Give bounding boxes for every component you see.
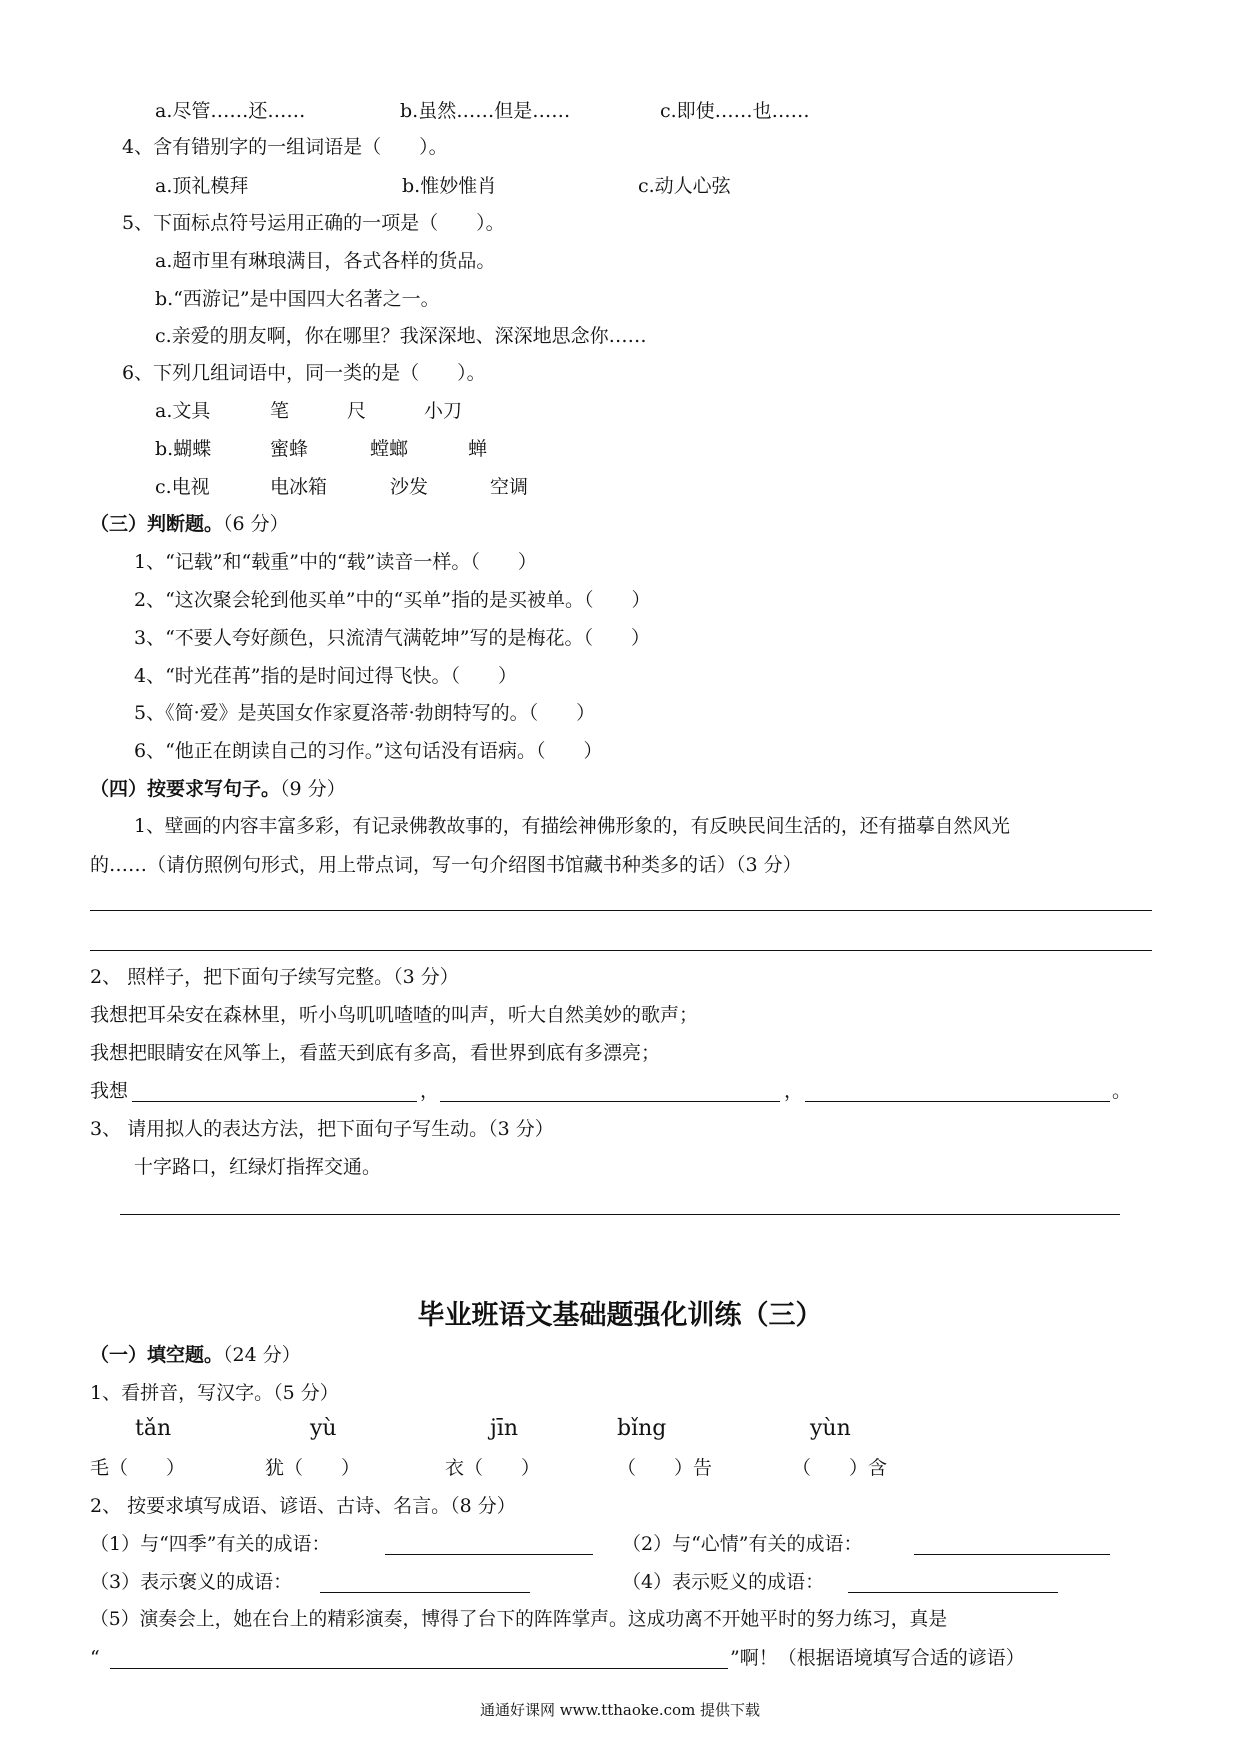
idiom-prompt-5-tail: ”啊！（根据语境填写合适的谚语） <box>730 1647 1025 1669</box>
fill-blank[interactable] <box>132 1101 417 1102</box>
answer-line[interactable] <box>90 910 1152 911</box>
q6-row-b-word: 螳螂 <box>370 438 409 460</box>
fill-blank[interactable] <box>805 1101 1110 1102</box>
q5-stem: 5、下面标点符号运用正确的一项是（ ）。 <box>122 212 505 234</box>
q6-row-b-label: b.蝴蝶 <box>155 438 212 460</box>
rewrite-q2-stem: 2、 照样子，把下面句子续写完整。（3 分） <box>90 966 459 988</box>
q6-row-c-word: 空调 <box>490 476 529 498</box>
q5-option-c: c.亲爱的朋友啊，你在哪里？我深深地、深深地思念你…… <box>155 325 647 347</box>
section3-heading: （三）判断题。（6 分） <box>90 513 289 535</box>
rewrite-q1-line1: 1、壁画的内容丰富多彩，有记录佛教故事的，有描绘神佛形象的，有反映民间生活的，还有描摹自然风光 <box>134 816 1010 837</box>
comma: ， <box>784 1080 804 1102</box>
char-blank[interactable]: 毛（ ） <box>90 1457 186 1479</box>
pinyin: yùn <box>810 1416 851 1441</box>
continue-prefix: 我想 <box>90 1080 129 1102</box>
section4-heading: （四）按要求写句子。（9 分） <box>90 778 346 800</box>
idiom-prompt-5-line1: （5）演奏会上，她在台上的精彩演奏，博得了台下的阵阵掌声。这成功离不开她平时的努力练习，真是 <box>90 1609 948 1630</box>
judge-item-6: 6、“他正在朗读自己的习作。”这句话没有语病。（ ） <box>134 740 603 762</box>
idiom-prompt-3: （3）表示褒义的成语： <box>90 1571 293 1593</box>
char-blank[interactable]: 犹（ ） <box>265 1457 361 1479</box>
example-sentence-2: 我想把眼睛安在风筝上，看蓝天到底有多高，看世界到底有多漂亮； <box>90 1042 661 1064</box>
q6-row-a-word: 尺 <box>347 400 367 422</box>
pinyin: bǐng <box>617 1416 667 1441</box>
idiom-q2-stem: 2、 按要求填写成语、谚语、古诗、名言。（8 分） <box>90 1495 516 1517</box>
q6-row-a-word: 小刀 <box>424 400 463 422</box>
q4-option-a: a.顶礼模拜 <box>155 175 249 197</box>
option-b: b.虽然……但是…… <box>400 100 571 122</box>
char-blank[interactable]: （ ）告 <box>617 1457 713 1479</box>
answer-line[interactable] <box>120 1214 1120 1215</box>
fill-blank[interactable] <box>110 1668 728 1669</box>
fill-blank[interactable] <box>320 1592 530 1593</box>
judge-item-3: 3、“不要人夸好颜色，只流清气满乾坤”写的是梅花。（ ） <box>134 627 651 649</box>
idiom-prompt-1: （1）与“四季”有关的成语： <box>90 1533 331 1555</box>
comma: ， <box>420 1080 440 1102</box>
pinyin: jīn <box>490 1416 519 1441</box>
pinyin-q1-stem: 1、看拼音，写汉字。（5 分） <box>90 1382 339 1404</box>
q5-option-b: b.“西游记”是中国四大名著之一。 <box>155 288 440 310</box>
open-quote: “ <box>90 1647 100 1669</box>
q4-option-b: b.惟妙惟肖 <box>402 175 497 197</box>
pinyin: yù <box>310 1416 337 1441</box>
fill-blank[interactable] <box>914 1554 1110 1555</box>
char-blank[interactable]: 衣（ ） <box>445 1457 541 1479</box>
fill-blank[interactable] <box>440 1101 780 1102</box>
q6-row-a-word: 笔 <box>270 400 290 422</box>
q6-row-c-word: 沙发 <box>390 476 429 498</box>
page-title: 毕业班语文基础题强化训练（三） <box>417 1300 823 1331</box>
rewrite-q3-stem: 3、 请用拟人的表达方法，把下面句子写生动。（3 分） <box>90 1118 554 1140</box>
rewrite-q3-sentence: 十字路口，红绿灯指挥交通。 <box>134 1156 382 1178</box>
option-c: c.即使……也…… <box>660 100 810 122</box>
idiom-prompt-2: （2）与“心情”有关的成语： <box>622 1533 863 1555</box>
judge-item-4: 4、“时光荏苒”指的是时间过得飞快。（ ） <box>134 665 518 687</box>
q6-row-c-word: 电冰箱 <box>270 476 328 498</box>
fill-blank[interactable] <box>385 1554 593 1555</box>
footer-source: 通通好课网 www.tthaoke.com 提供下载 <box>479 1701 761 1719</box>
judge-item-1: 1、“记载”和“载重”中的“载”读音一样。（ ） <box>134 551 537 573</box>
answer-line[interactable] <box>90 950 1152 951</box>
example-sentence-1: 我想把耳朵安在森林里，听小鸟叽叽喳喳的叫声，听大自然美妙的歌声； <box>90 1004 699 1026</box>
rewrite-q1-line2: 的……（请仿照例句形式，用上带点词，写一句介绍图书馆藏书种类多的话）（3 分） <box>90 854 802 876</box>
q4-option-c: c.动人心弦 <box>638 175 731 197</box>
q5-option-a: a.超市里有琳琅满目，各式各样的货品。 <box>155 250 496 272</box>
idiom-prompt-4: （4）表示贬义的成语： <box>622 1571 825 1593</box>
section1-heading: （一）填空题。（24 分） <box>90 1344 301 1366</box>
q4-stem: 4、含有错别字的一组词语是（ ）。 <box>122 136 448 158</box>
period: 。 <box>1112 1080 1132 1102</box>
pinyin: tǎn <box>135 1416 172 1441</box>
q6-row-a-label: a.文具 <box>155 400 211 422</box>
judge-item-5: 5、《简·爱》是英国女作家夏洛蒂·勃朗特写的。（ ） <box>134 702 596 724</box>
q6-row-c-label: c.电视 <box>155 476 210 498</box>
char-blank[interactable]: （ ）含 <box>792 1457 888 1479</box>
q6-row-b-word: 蝉 <box>468 438 488 460</box>
q6-row-b-word: 蜜蜂 <box>270 438 309 460</box>
q6-stem: 6、下列几组词语中，同一类的是（ ）。 <box>122 362 486 384</box>
fill-blank[interactable] <box>848 1592 1058 1593</box>
judge-item-2: 2、“这次聚会轮到他买单”中的“买单”指的是买被单。（ ） <box>134 589 651 611</box>
option-a: a.尽管……还…… <box>155 100 306 122</box>
